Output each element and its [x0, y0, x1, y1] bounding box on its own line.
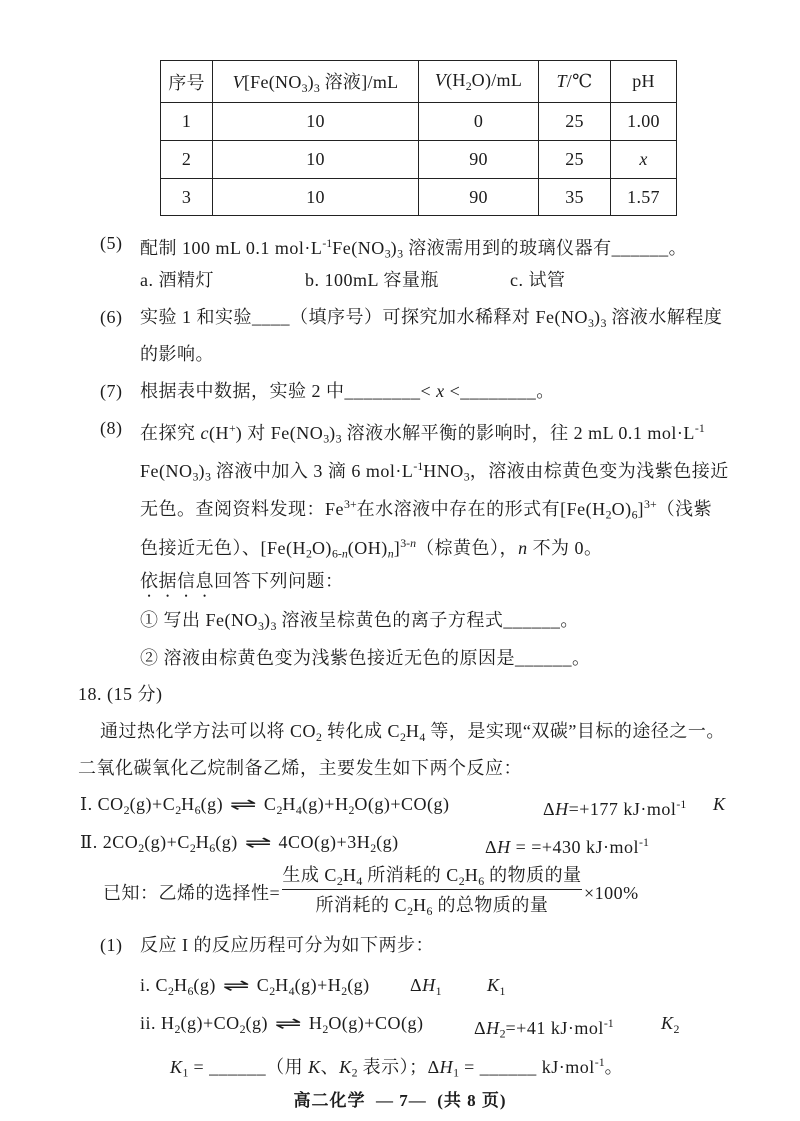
table-cell: 10	[213, 179, 419, 216]
subscript: 3	[463, 469, 470, 484]
superscript: -1	[694, 421, 705, 435]
subscript: 1	[182, 1065, 189, 1080]
subscript: 2	[348, 802, 355, 817]
subscript: 3	[313, 80, 320, 95]
text-run: 溶液水解程度	[606, 307, 723, 327]
text-run: 通过热化学方法可以将 CO	[100, 721, 317, 741]
italic-symbol: T	[556, 71, 567, 91]
header-index: 序号	[161, 61, 213, 103]
emphasis-text: 依据信息	[140, 571, 214, 591]
italic-symbol: K	[308, 1056, 321, 1077]
subscript: 3	[258, 618, 264, 633]
text-run: （棕黄色），	[416, 537, 519, 558]
superscript: -1	[603, 1016, 614, 1030]
q8-line-4	[140, 531, 603, 561]
text-run: H	[173, 975, 188, 995]
q18-part-1-answer	[170, 1050, 624, 1080]
text-run: ① 写出 Fe(NO	[140, 610, 258, 630]
text-run: 等，是实现“双碳”目标的途径之一。	[425, 721, 725, 741]
text-run: H	[282, 794, 296, 814]
italic-symbol: H	[439, 1056, 454, 1077]
text-run: （浅紫	[656, 498, 713, 519]
selectivity-label: 已知：乙烯的选择性=	[103, 883, 281, 903]
subscript: 2	[370, 840, 377, 855]
subscript: 6	[631, 507, 638, 522]
table-cell: 1	[161, 103, 213, 141]
superscript: 3-	[400, 536, 411, 550]
superscript: -1	[594, 1055, 605, 1069]
selectivity-numerator	[282, 863, 582, 890]
text-run: H	[342, 865, 357, 885]
text-run: 在探究	[140, 422, 201, 443]
subscript: 4	[295, 802, 302, 817]
text-run: O)	[311, 537, 332, 558]
q6-line-1	[140, 305, 722, 329]
subscript: 3	[600, 315, 607, 330]
table-row	[161, 141, 677, 179]
text-run: H	[405, 721, 420, 741]
text-run: 溶液需用到的玻璃仪器有______。	[403, 237, 688, 258]
text-run: (g)	[200, 794, 224, 814]
q6-label: (6)	[100, 307, 123, 327]
q5-option-a: a. 酒精灯	[140, 270, 214, 290]
q8-line-1	[140, 416, 705, 446]
text-run: = ______（用	[188, 1056, 309, 1077]
italic-symbol: H	[486, 1017, 500, 1038]
text-run: H	[181, 794, 195, 814]
step-ii-constant	[661, 1011, 679, 1035]
text-run: = ______ kJ·mol	[459, 1056, 595, 1077]
experiment-table	[160, 60, 677, 216]
selectivity-suffix: ×100%	[584, 883, 639, 903]
subscript: 2	[239, 1021, 246, 1036]
italic-symbol: x	[436, 381, 445, 401]
subscript: 2	[138, 840, 145, 855]
text-run: (g)	[245, 1013, 269, 1033]
text-run: ]	[637, 498, 645, 519]
selectivity-denominator	[282, 890, 582, 923]
q8-instruction	[140, 569, 344, 593]
subscript: 3	[335, 431, 342, 446]
subscript: 1	[435, 983, 442, 998]
header-water-volume	[419, 61, 539, 103]
text-run: 的总物质的量	[432, 895, 549, 915]
subscript: 2	[168, 983, 174, 998]
subscript: 2	[458, 873, 465, 888]
subscript: 2	[269, 983, 276, 998]
subscript: 2	[189, 840, 196, 855]
subscript: 6	[187, 983, 194, 998]
text-run: 无色。查阅资料发现：Fe	[140, 498, 344, 519]
table-cell: 3	[161, 179, 213, 216]
step-ii-equation	[140, 1011, 423, 1035]
table-cell: 2	[161, 141, 213, 179]
text-run: = =+430 kJ·mol	[510, 836, 640, 857]
subscript: 3	[192, 469, 199, 484]
text-run: (H	[209, 422, 229, 443]
text-run: (g)+C	[129, 794, 176, 814]
text-run: (OH)	[347, 537, 388, 558]
superscript: -1	[676, 797, 687, 811]
text-run: 在水溶液中存在的形式有[Fe(H	[356, 498, 606, 519]
text-run: (g)	[215, 832, 238, 852]
subscript: 2	[673, 1021, 680, 1036]
text-run: H	[195, 832, 210, 852]
reaction-2-enthalpy	[485, 830, 649, 857]
text-run: (g)+CO	[180, 1013, 240, 1033]
subscript: 2	[175, 802, 182, 817]
text-run: Δ	[410, 975, 423, 995]
equilibrium-arrow: ⇌	[222, 976, 251, 996]
text-run: 配制 100 mL 0.1 mol·L	[140, 237, 323, 258]
equilibrium-arrow: ⇌	[229, 795, 258, 815]
subscript: 3	[204, 469, 211, 484]
text-run: Ⅱ. 2CO	[80, 832, 139, 852]
header-temperature	[539, 61, 611, 103]
text-run: 的物质的量	[484, 865, 582, 885]
subscript: 2	[341, 983, 348, 998]
text-run: 溶液]/mL	[319, 71, 399, 92]
italic-symbol: K	[661, 1013, 674, 1033]
text-run: C	[256, 975, 270, 995]
text-run: (g)+H	[301, 794, 349, 814]
text-run: )	[593, 307, 601, 327]
subscript: 6	[478, 873, 485, 888]
table-header-row	[161, 61, 677, 103]
text-run: 生成 C	[282, 865, 337, 885]
subscript: 2	[605, 507, 612, 522]
subscript: 3	[323, 431, 330, 446]
step-i-enthalpy	[410, 973, 442, 997]
subscript: 4	[288, 983, 295, 998]
subscript: 1	[499, 983, 506, 998]
q8-line-3	[140, 492, 713, 522]
q18-part-1-label: (1)	[100, 935, 123, 955]
subscript: 2	[276, 802, 283, 817]
text-run: (g)+H	[294, 975, 342, 995]
subscript: 2	[465, 78, 472, 93]
text-run: Δ	[474, 1017, 487, 1038]
text-run: 转化成 C	[321, 721, 400, 741]
q8-subquestion-2	[140, 646, 591, 670]
text-run: O)/mL	[471, 69, 523, 90]
subscript: 6	[194, 802, 201, 817]
text-run: ，溶液由棕黄色变为浅紫色接近	[469, 460, 729, 481]
q18-intro-2	[78, 756, 522, 780]
reaction-1-enthalpy	[543, 792, 687, 819]
subscript: 2	[399, 729, 406, 744]
q18-intro-1	[100, 719, 725, 743]
text-run: ) 对 Fe(NO	[235, 422, 324, 443]
text-run: H	[413, 895, 427, 915]
text-run: Ⅰ. CO	[80, 794, 124, 814]
subscript: 2	[174, 1021, 181, 1036]
subscript: 3	[588, 315, 594, 330]
text-run: H	[308, 1013, 323, 1033]
italic-symbol: n	[518, 537, 528, 558]
table-cell: 25	[539, 103, 611, 141]
text-run: 实验 1 和实验____（填序号）可探究加水稀释对 Fe(NO	[140, 307, 588, 327]
text-run: 色接近无色）、[Fe(H	[140, 537, 306, 558]
superscript: -1	[639, 835, 649, 849]
equilibrium-arrow: ⇌	[274, 1014, 303, 1034]
text-run: 所消耗的 C	[362, 865, 459, 885]
text-run: C	[263, 794, 277, 814]
superscript: 3+	[344, 497, 357, 511]
text-run: H	[464, 865, 479, 885]
selectivity-fraction	[282, 863, 582, 923]
text-run: 回答下列问题：	[214, 571, 344, 591]
text-run: (H	[446, 69, 466, 90]
text-run: 所消耗的 C	[315, 895, 408, 915]
text-run: )	[329, 422, 336, 443]
equilibrium-arrow: ⇌	[244, 833, 273, 853]
q18-heading: 18. (15 分)	[78, 684, 163, 704]
text-run: 不为 0。	[527, 537, 603, 558]
text-run: Fe(NO	[140, 460, 193, 481]
italic-symbol: c	[200, 422, 209, 443]
q8-label: (8)	[100, 418, 123, 438]
text-run: 二氧化碳氧化乙烷制备乙烯，主要发生如下两个反应：	[78, 758, 522, 778]
q18-part-1-text	[140, 933, 434, 957]
superscript: +	[229, 421, 236, 435]
reaction-1-equation	[80, 792, 450, 816]
subscript: 2	[123, 802, 130, 817]
subscript: 3	[384, 246, 391, 261]
italic-symbol: K	[713, 794, 726, 814]
table-cell: 90	[419, 141, 539, 179]
table-cell: 1.57	[611, 179, 677, 216]
italic-subscript: n	[341, 546, 348, 561]
q5-text	[140, 231, 688, 261]
subscript: 1	[453, 1065, 460, 1080]
table-row	[161, 179, 677, 216]
subscript: 6	[426, 903, 433, 918]
italic-superscript: n	[410, 536, 417, 550]
subscript: 2	[316, 729, 322, 744]
italic-symbol: V	[232, 71, 244, 92]
text-run: HNO	[423, 460, 464, 481]
reaction-1-constant	[713, 792, 726, 816]
table-row	[161, 103, 677, 141]
subscript: 4	[419, 729, 426, 744]
table-cell: 0	[419, 103, 539, 141]
subscript: 3	[270, 618, 277, 633]
italic-symbol: K	[487, 975, 500, 995]
text-run: 表示）；Δ	[357, 1056, 440, 1077]
text-run: )	[307, 71, 314, 92]
superscript: -1	[413, 459, 424, 473]
text-run: )	[390, 237, 398, 258]
subscript: 2	[407, 903, 413, 918]
q6-line-2	[140, 342, 214, 366]
text-run: H	[275, 975, 289, 995]
text-run: 溶液呈棕黄色的离子方程式______。	[276, 610, 579, 630]
text-run: Fe(NO	[332, 237, 385, 258]
text-run: Δ	[485, 836, 498, 857]
text-run: <________。	[444, 381, 555, 401]
text-run: 根据表中数据，实验 2 中________<	[140, 381, 437, 401]
text-run: ii. H	[140, 1013, 175, 1033]
table-cell: 90	[419, 179, 539, 216]
text-run: (g)+C	[144, 832, 190, 852]
subscript: 3	[397, 246, 404, 261]
italic-symbol: H	[422, 975, 436, 995]
text-run: )	[198, 460, 205, 481]
header-ph: pH	[611, 61, 677, 103]
table-cell: 35	[539, 179, 611, 216]
table-cell: 1.00	[611, 103, 677, 141]
italic-symbol: K	[339, 1056, 352, 1077]
subscript: 6-	[331, 546, 342, 561]
text-run: 溶液中加入 3 滴 6 mol·L	[210, 460, 414, 481]
reaction-2-equation	[80, 830, 399, 854]
text-run: (g)	[193, 975, 216, 995]
subscript: 2	[306, 546, 312, 561]
text-run: 反应 I 的反应历程可分为如下两步：	[140, 935, 434, 955]
q5-label: (5)	[100, 233, 123, 253]
italic-symbol: K	[170, 1056, 183, 1077]
q8-subquestion-1	[140, 608, 579, 632]
text-run: 的影响。	[140, 344, 214, 364]
italic-symbol: V	[434, 69, 447, 90]
text-run: O(g)+CO(g)	[328, 1013, 424, 1033]
text-run: ② 溶液由棕黄色变为浅紫色接近无色的原因是______。	[140, 648, 591, 668]
text-run: ]	[393, 537, 401, 558]
text-run: =+41 kJ·mol	[505, 1017, 604, 1038]
text-run: Δ	[543, 798, 556, 819]
subscript: 2	[322, 1021, 329, 1036]
q5-option-c: c. 试管	[510, 270, 566, 290]
table-cell: 25	[539, 141, 611, 179]
text-run: 溶液水解平衡的影响时，往 2 mL 0.1 mol·L	[341, 422, 695, 443]
q5-option-b: b. 100mL 容量瓶	[305, 270, 439, 290]
text-run: i. C	[140, 975, 169, 995]
subscript: 4	[356, 873, 363, 888]
subscript: 3	[301, 80, 308, 95]
subscript: 6	[209, 840, 216, 855]
q7-label: (7)	[100, 381, 123, 401]
table-cell: 10	[213, 141, 419, 179]
superscript: -1	[322, 236, 333, 250]
table-cell: x	[611, 141, 677, 179]
table-cell: 10	[213, 103, 419, 141]
italic-symbol: H	[555, 798, 569, 819]
text-run: 4CO(g)+3H	[278, 832, 371, 852]
q8-line-2	[140, 454, 729, 484]
step-i-constant	[487, 973, 505, 997]
subscript: 2	[351, 1065, 358, 1080]
superscript: 3+	[644, 497, 657, 511]
text-run: 、	[320, 1056, 340, 1077]
step-ii-enthalpy	[474, 1011, 614, 1041]
text-run: 。	[604, 1056, 624, 1077]
text-run: (g)	[376, 832, 399, 852]
text-run: (g)	[347, 975, 370, 995]
text-run: /℃	[566, 71, 593, 91]
subscript: 2	[499, 1026, 506, 1041]
page-footer: 高二化学 — 7— (共 8 页)	[293, 1091, 507, 1110]
text-run: =+177 kJ·mol	[568, 798, 677, 819]
header-fe-solution-volume	[213, 61, 419, 103]
text-run: O)	[611, 498, 632, 519]
italic-subscript: n	[387, 546, 394, 561]
step-i-equation	[140, 973, 370, 997]
text-run: )	[263, 610, 271, 630]
subscript: 2	[336, 873, 343, 888]
text-run: O(g)+CO(g)	[354, 794, 450, 814]
q7-line-1	[140, 379, 555, 403]
italic-symbol: H	[497, 836, 511, 857]
text-run: [Fe(NO	[243, 71, 302, 92]
